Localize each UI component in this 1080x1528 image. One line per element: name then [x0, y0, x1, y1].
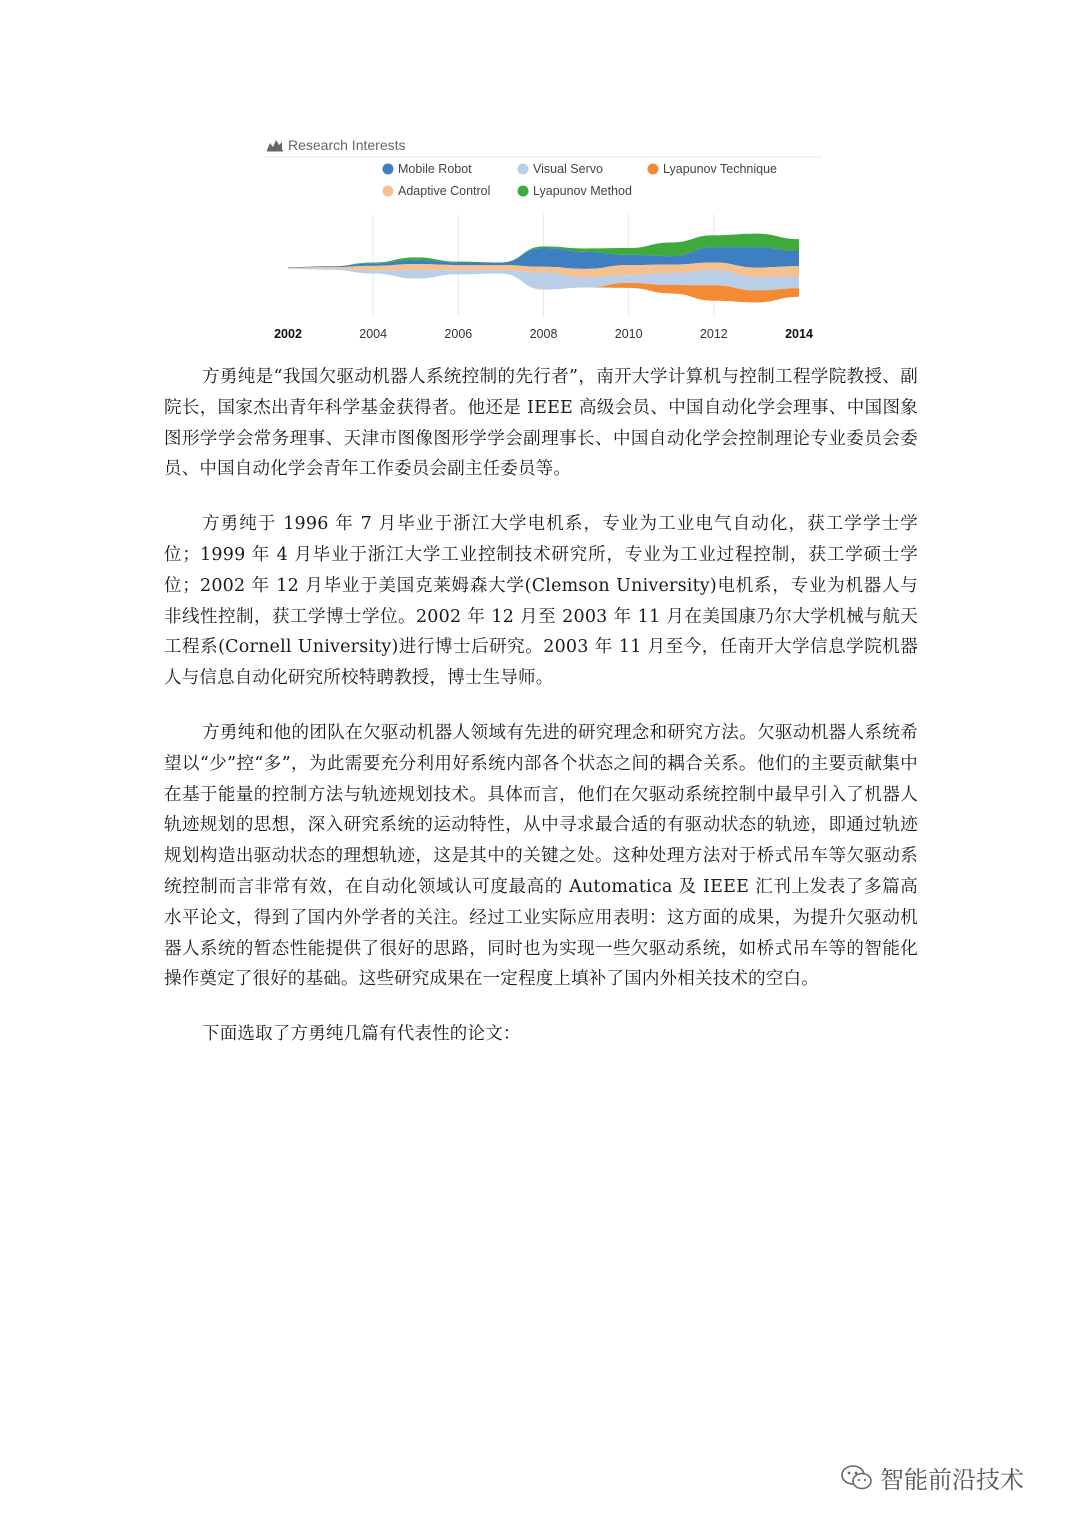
- research-interests-chart: [262, 132, 822, 347]
- paragraph-papers-intro: 下面选取了方勇纯几篇有代表性的论文：: [202, 1024, 521, 1045]
- legend-swatch-mobile-robot: [383, 164, 394, 175]
- legend-swatch-visual-servo: [518, 164, 529, 175]
- x-tick-2004: 2004: [359, 327, 388, 341]
- legend-swatch-lyapunov-technique: [648, 164, 659, 175]
- legend-label-lyapunov-method: Lyapunov Method: [533, 184, 632, 198]
- x-tick-2014: 2014: [785, 327, 813, 341]
- legend-label-mobile-robot: Mobile Robot: [398, 162, 472, 176]
- x-tick-2002: 2002: [274, 327, 302, 341]
- paragraph-research: 方勇纯和他的团队在欠驱动机器人领域有先进的研究理念和研究方法。欠驱动机器人系统希望以“少”控“多”，为此需要充分利用好系统内部各个状态之间的耦合关系。他们的主要贡献集中在基于能量的控制方法与轨迹规划技术。具体而言，他们在欠驱动系统控制中最早引入了机器人轨迹规划的思想，深入研究系统的运动特性，从中寻求最合适的有驱动状态的轨迹，即通过轨迹规划构造出驱动状态的理想轨迹，这是其中的关键之处。这种处理方法对于桥式吊车等欠驱动系统控制而言非常有效，在自动化领域认可度最高的 Automatica 及 IEEE 汇刊上发表了多篇高水平论文，得到了国内外学者的关注。经过工业实际应用表明：这方面的成果，为提升欠驱动机器人系统的暂态性能提供了很好的思路，同时也为实现一些欠驱动系统，如桥式吊车等的智能化操作奠定了很好的基础。这些研究成果在一定程度上填补了国内外相关技术的空白。: [164, 722, 918, 990]
- article-body: [164, 362, 918, 1074]
- legend-label-lyapunov-technique: Lyapunov Technique: [663, 162, 777, 176]
- legend-swatch-adaptive-control: [383, 186, 394, 197]
- wechat-icon: [840, 1463, 874, 1493]
- chart-legend: [383, 162, 778, 198]
- x-tick-2010: 2010: [614, 327, 643, 341]
- legend-label-visual-servo: Visual Servo: [533, 162, 603, 176]
- x-tick-2006: 2006: [444, 327, 473, 341]
- watermark: [840, 1460, 1024, 1495]
- chart-title: Research Interests: [288, 137, 406, 153]
- watermark-text: 智能前沿技术: [880, 1466, 1024, 1494]
- x-tick-2008: 2008: [529, 327, 558, 341]
- chart-x-axis: [274, 327, 813, 341]
- paragraph-education: 方勇纯于 1996 年 7 月毕业于浙江大学电机系，专业为工业电气自动化，获工学学士学位；1999 年 4 月毕业于浙江大学工业控制技术研究所，专业为工业过程控制，获工学硕士学位；2002 年 12 月毕业于美国克莱姆森大学(Clemson University)电机系，专业为机器人与非线性控制，获工学博士学位。2002 年 12 月至 2003 年 11 月在美国康乃尔大学机械与航天工程系(Cornell University)进行博士后研究。2003 年 11 月至今，任南开大学信息学院机器人与信息自动化研究所校特聘教授，博士生导师。: [164, 514, 918, 689]
- paragraph-intro: 方勇纯是“我国欠驱动机器人系统控制的先行者”，南开大学计算机与控制工程学院教授、副院长，国家杰出青年科学基金获得者。他还是 IEEE 高级会员、中国自动化学会理事、中国图象图形学学会常务理事、天津市图像图形学学会副理事长、中国自动化学会控制理论专业委员会委员、中国自动化学会青年工作委员会副主任委员等。: [164, 367, 918, 480]
- legend-swatch-lyapunov-method: [518, 186, 529, 197]
- x-tick-2012: 2012: [699, 327, 728, 341]
- area-chart-icon: [267, 140, 283, 152]
- legend-label-adaptive-control: Adaptive Control: [398, 184, 491, 198]
- chart-header: [265, 137, 822, 157]
